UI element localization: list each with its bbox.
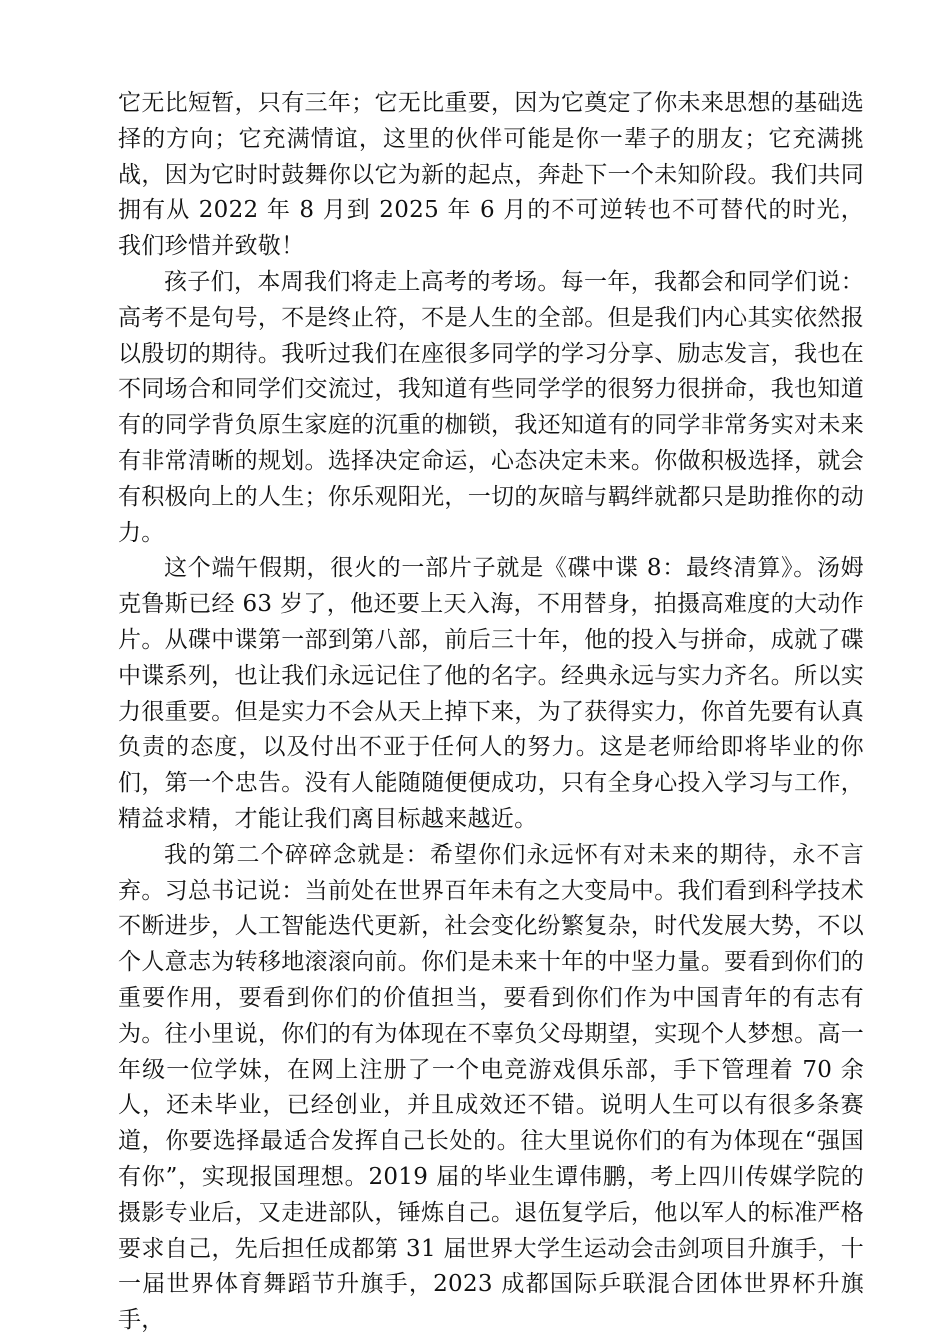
paragraph-3: 这个端午假期，很火的一部片子就是《碟中谍 8：最终清算》。汤姆克鲁斯已经 63 岁了，他还要上天入海，不用替身，拍摄高难度的大动作片。从碟中谍第一部到第八部，前后三十年，他的投入与拼命，成就了碟中谍系列，也让我们永远记住了他的名字。经典永远与实力齐名。所以实力很重要。但是实力不会从天上掉下来，为了获得实力，你首先要有认真负责的态度，以及付出不亚于任何人的努力。这是老师给即将毕业的你们，第一个忠告。没有人能随随便便成功，只有全身心投入学习与工作，精益求精，才能让我们离目标越来越近。 — [118, 555, 864, 832]
paragraph-4: 我的第二个碎碎念就是：希望你们永远怀有对未来的期待，永不言弃。习总书记说：当前处在世界百年未有之大变局中。我们看到科学技术不断进步，人工智能迭代更新，社会变化纷繁复杂，时代发展大势，不以个人意志为转移地滚滚向前。你们是未来十年的中坚力量。要看到你们的重要作用，要看到你们的价值担当，要看到你们作为中国青年的有志有为。往小里说，你们的有为体现在不辜负父母期望，实现个人梦想。高一年级一位学妹，在网上注册了一个电竞游戏俱乐部，手下管理着 70 余人，还未毕业，已经创业，并且成效还不错。说明人生可以有很多条赛道，你要选择最适合发挥自己长处的。往大里说你们的有为体现在“强国有你”，实现报国理想。2019 届的毕业生谭伟鹏，考上四川传媒学院的摄影专业后，又走进部队，锤炼自己。退伍复学后，他以军人的标准严格要求自己，先后担任成都第 31 届世界大学生运动会击剑项目升旗手，十一届世界体育舞蹈节升旗手，2023 成都国际乒联混合团体世界杯升旗手， — [118, 841, 864, 1334]
paragraph-1: 它无比短暂，只有三年；它无比重要，因为它奠定了你未来思想的基础选择的方向；它充满情谊，这里的伙伴可能是你一辈子的朋友；它充满挑战，因为它时时鼓舞你以它为新的起点，奔赴下一个未知阶段。我们共同拥有从 2022 年 8 月到 2025 年 6 月的不可逆转也不可替代的时光，我们珍惜并致敬！ — [118, 90, 864, 260]
document-page — [118, 86, 864, 1339]
paragraph-2: 孩子们，本周我们将走上高考的考场。每一年，我都会和同学们说：高考不是句号，不是终止符，不是人生的全部。但是我们内心其实依然报以殷切的期待。我听过我们在座很多同学的学习分享、励志发言，我也在不同场合和同学们交流过，我知道有些同学学的很努力很拼命，我也知道有的同学背负原生家庭的沉重的枷锁，我还知道有的同学非常务实对未来有非常清晰的规划。选择决定命运，心态决定未来。你做积极选择，就会有积极向上的人生；你乐观阳光，一切的灰暗与羁绊就都只是助推你的动力。 — [118, 268, 864, 546]
